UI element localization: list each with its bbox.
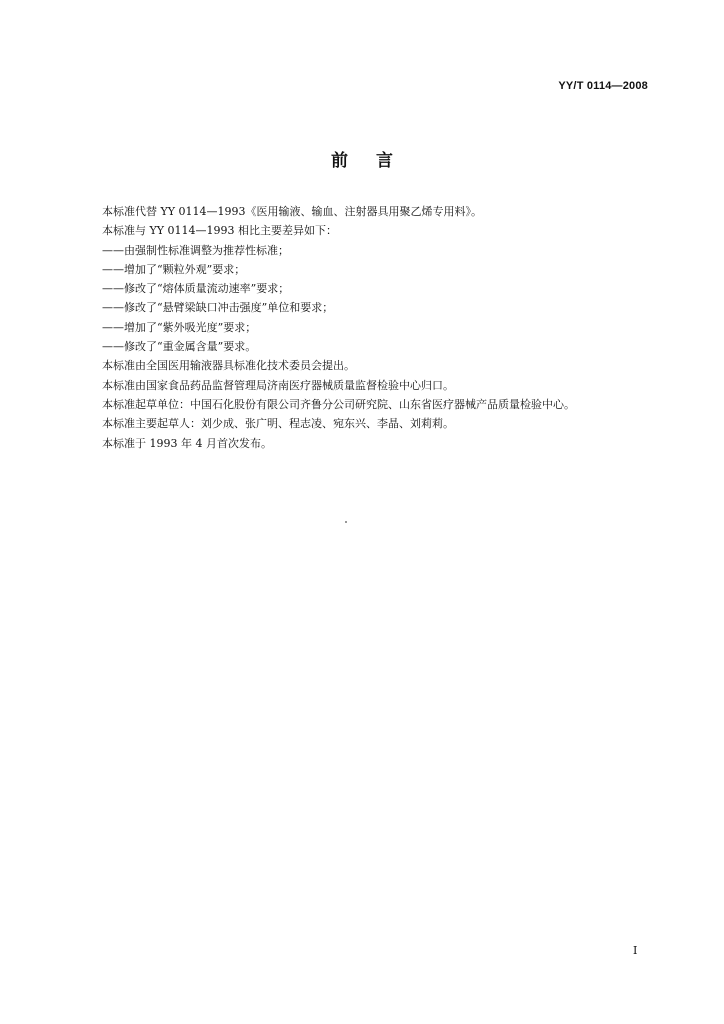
paragraph-drafters: 本标准主要起草人：刘少成、张广明、程志凌、宛东兴、李晶、刘莉莉。 [102,417,454,431]
paragraph-proposed-by: 本标准由全国医用输液器具标准化技术委员会提出。 [102,359,355,373]
paragraph-differences-intro: 本标准与 YY 0114—1993 相比主要差异如下： [102,224,338,238]
paragraph-drafting-units: 本标准起草单位：中国石化股份有限公司齐鲁分公司研究院、山东省医疗器械产品质量检验中心。 [102,397,575,411]
scan-speck [345,521,347,523]
list-item: ——修改了“重金属含量”要求。 [102,340,257,354]
foreword-body [102,202,662,453]
title-char-2: 言 [376,151,393,171]
list-item: ——由强制性标准调整为推荐性标准； [102,243,289,257]
paragraph-centralized-by: 本标准由国家食品药品监督管理局济南医疗器械质量监督检验中心归口。 [102,378,454,392]
page-number: I [633,944,638,957]
list-item: ——增加了“紫外吸光度”要求； [102,320,257,334]
title-char-1: 前 [331,151,348,171]
list-item: ——增加了“颗粒外观”要求； [102,262,246,276]
paragraph-replaces: 本标准代替 YY 0114—1993《医用输液、输血、注射器具用聚乙烯专用料》。 [102,205,483,218]
list-item: ——修改了“悬臂梁缺口冲击强度”单位和要求； [102,301,334,315]
standard-code: YY/T 0114—2008 [558,80,648,92]
list-item: ——修改了“熔体质量流动速率”要求； [102,282,290,296]
page-title [0,146,724,171]
paragraph-first-issued: 本标准于 1993 年 4 月首次发布。 [102,436,272,450]
